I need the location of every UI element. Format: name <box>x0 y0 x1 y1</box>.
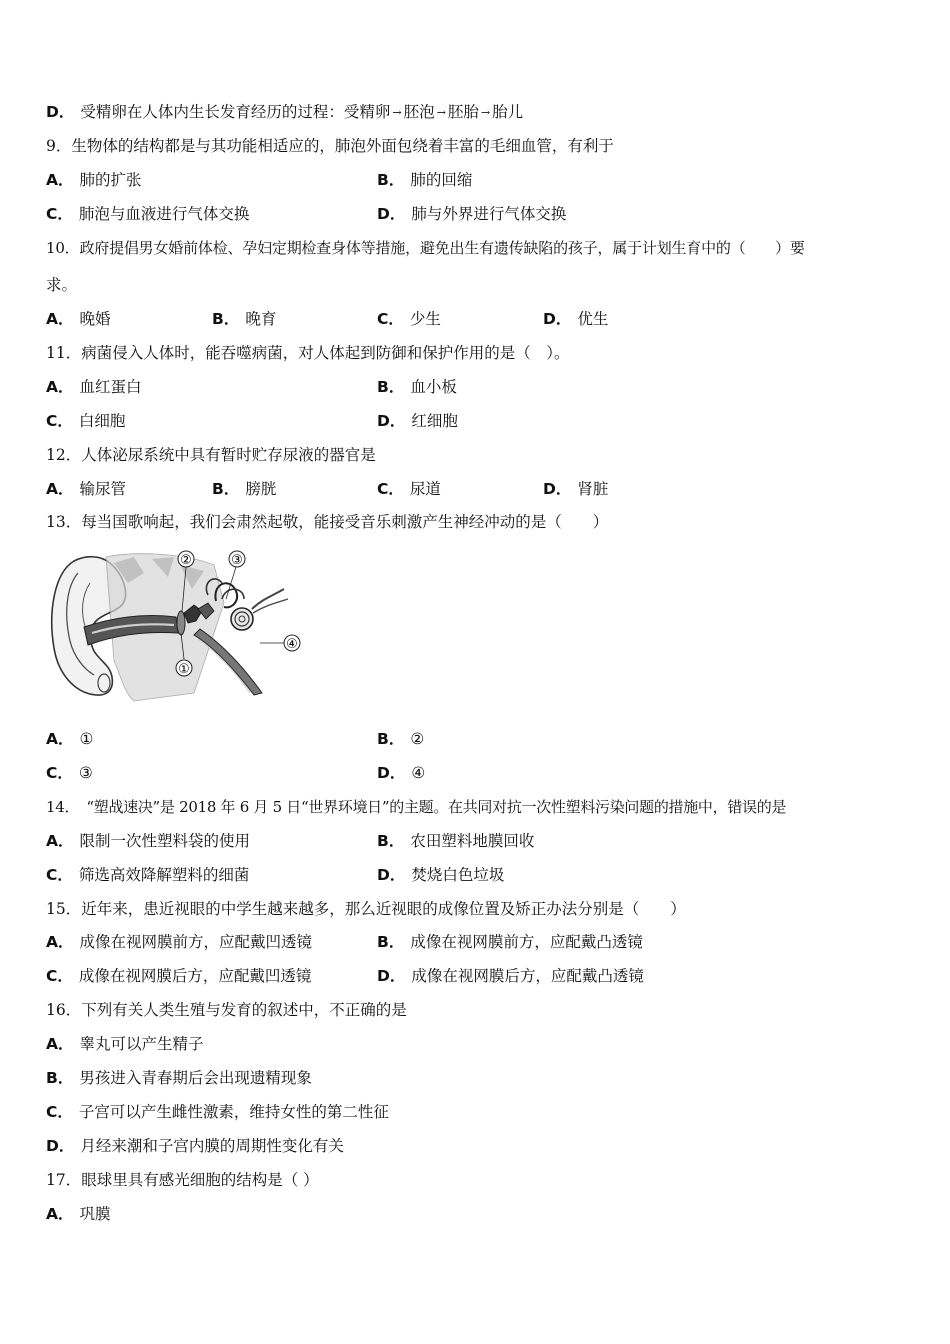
svg-text:②: ② <box>180 553 192 568</box>
q13-option-b: B． ② <box>377 730 425 748</box>
q12-option-a: A． 输尿管 <box>46 480 127 498</box>
svg-text:③: ③ <box>231 553 243 568</box>
q10-option-a: A． 晚婚 <box>46 310 111 328</box>
q14-option-d: D． 焚烧白色垃圾 <box>377 866 505 884</box>
callout-2 <box>178 551 194 568</box>
q15-option-d: D． 成像在视网膜后方，应配戴凸透镜 <box>377 967 644 985</box>
q14-option-a: A． 限制一次性塑料袋的使用 <box>46 832 251 850</box>
q9-option-d: D． 肺与外界进行气体交换 <box>377 205 567 223</box>
q11-option-c: C． 白细胞 <box>46 412 126 430</box>
ear-anatomy-figure <box>44 543 306 713</box>
q11-option-d: D． 红细胞 <box>377 412 458 430</box>
q12-stem: 12．人体泌尿系统中具有暂时贮存尿液的器官是 <box>46 446 376 464</box>
q17-stem: 17．眼球里具有感光细胞的结构是（ ） <box>46 1171 319 1189</box>
q15-option-c: C． 成像在视网膜后方，应配戴凹透镜 <box>46 967 312 985</box>
q11-stem: 11．病菌侵入人体时，能吞噬病菌，对人体起到防御和保护作用的是（ ）。 <box>46 344 570 362</box>
svg-text:①: ① <box>178 662 190 677</box>
q15-option-b: B． 成像在视网膜前方，应配戴凸透镜 <box>377 933 643 951</box>
q16-stem: 16．下列有关人类生殖与发育的叙述中，不正确的是 <box>46 1001 407 1019</box>
q14-option-c: C． 筛选高效降解塑料的细菌 <box>46 866 250 884</box>
q8-option-d: D． 受精卵在人体内生长发育经历的过程：受精卵 → 胚泡 → 胚胎 → 胎儿 <box>46 103 524 121</box>
q11-option-b: B． 血小板 <box>377 378 457 396</box>
q12-option-c: C． 尿道 <box>377 480 441 498</box>
q9-stem: 9．生物体的结构都是与其功能相适应的，肺泡外面包绕着丰富的毛细血管，有利于 <box>46 137 614 155</box>
callout-1 <box>176 660 192 677</box>
q13-option-d: D． ④ <box>377 764 426 782</box>
q16-option-b: B． 男孩进入青春期后会出现遗精现象 <box>46 1069 312 1087</box>
q11-option-a: A． 血红蛋白 <box>46 378 142 396</box>
q15-option-a: A． 成像在视网膜前方，应配戴凹透镜 <box>46 933 313 951</box>
q14-stem: 14． “塑战速决”是 2018 年 6 月 5 日“世界环境日”的主题。在共同对抗一次性塑料污染问题的措施中，错误的是 <box>46 798 787 816</box>
q17-option-a: A． 巩膜 <box>46 1205 111 1223</box>
q10-option-c: C． 少生 <box>377 310 441 328</box>
q16-option-d: D． 月经来潮和子宫内膜的周期性变化有关 <box>46 1137 344 1155</box>
q10-stem-cont: 求。 <box>46 276 78 294</box>
q9-option-c: C． 肺泡与血液进行气体交换 <box>46 205 250 223</box>
q12-option-b: B． 膀胱 <box>212 480 277 498</box>
q13-stem: 13．每当国歌响起，我们会肃然起敬，能接受音乐刺激产生神经冲动的是（ ） <box>46 513 609 531</box>
q10-stem: 10．政府提倡男女婚前体检、孕妇定期检查身体等措施，避免出生有遗传缺陷的孩子，属于计划生育中的（ ）要 <box>46 239 805 257</box>
svg-text:④: ④ <box>286 637 298 652</box>
q15-stem: 15．近年来，患近视眼的中学生越来越多，那么近视眼的成像位置及矫正办法分别是（ ） <box>46 900 686 918</box>
q9-option-a: A． 肺的扩张 <box>46 171 142 189</box>
callout-4 <box>284 635 300 652</box>
q10-option-d: D． 优生 <box>543 310 609 328</box>
q13-option-a: A． ① <box>46 730 94 748</box>
q9-option-b: B． 肺的回缩 <box>377 171 473 189</box>
q10-option-b: B． 晚育 <box>212 310 277 328</box>
q14-option-b: B． 农田塑料地膜回收 <box>377 832 535 850</box>
q16-option-c: C． 子宫可以产生雌性激素，维持女性的第二性征 <box>46 1103 389 1121</box>
q13-option-c: C． ③ <box>46 764 93 782</box>
q16-option-a: A． 睾丸可以产生精子 <box>46 1035 204 1053</box>
callout-3 <box>229 551 245 568</box>
q12-option-d: D． 肾脏 <box>543 480 609 498</box>
